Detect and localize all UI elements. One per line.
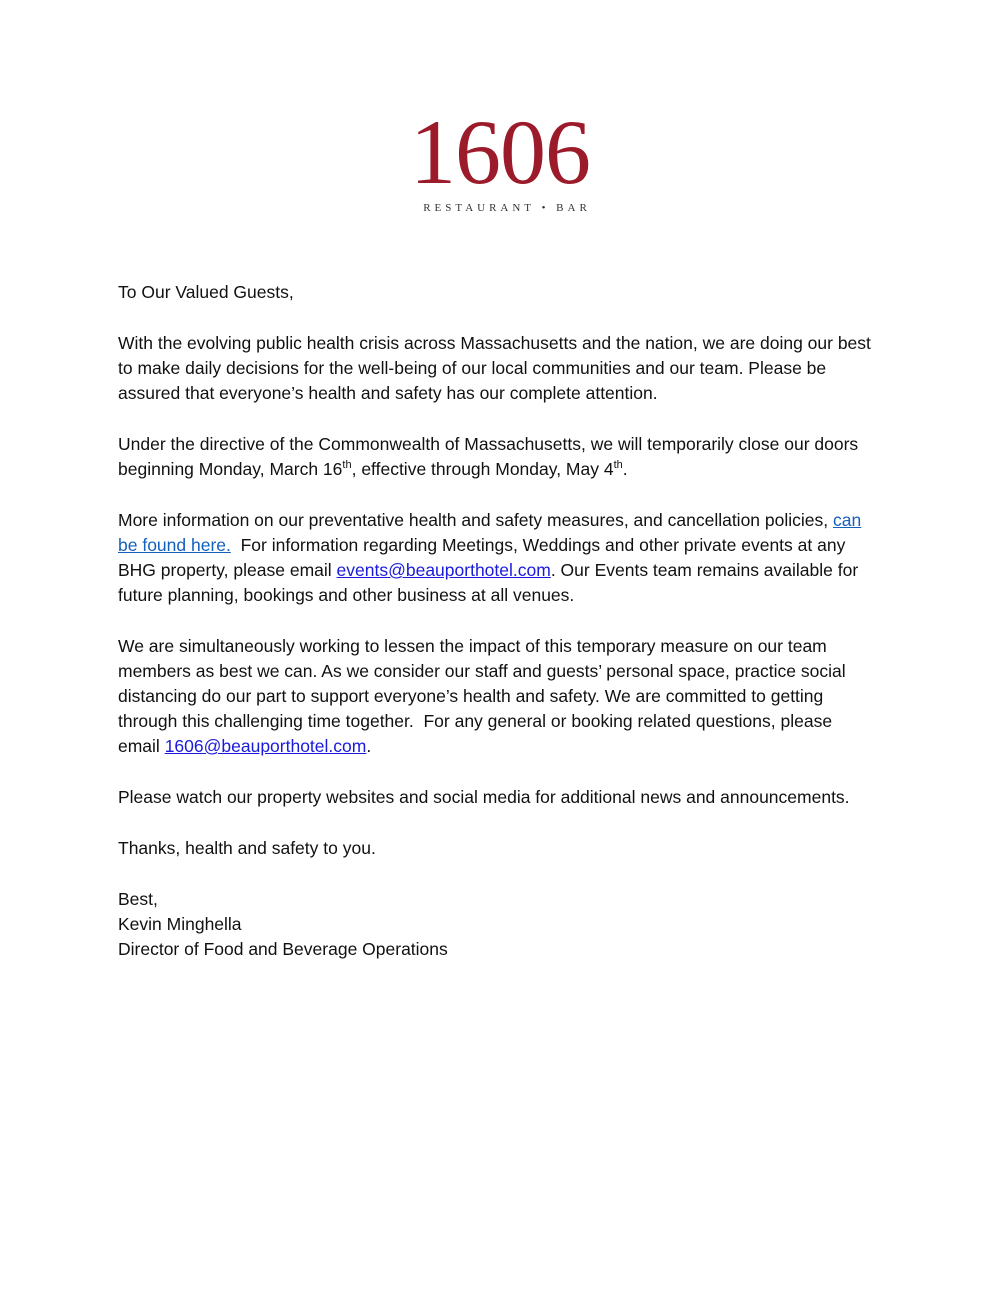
more-info-text-start: More information on our preventative health and safety measures, and cancellation policies,	[118, 510, 833, 530]
restaurant-logo	[0, 101, 1000, 214]
paragraph-more-info	[118, 508, 878, 608]
closure-text-end: .	[622, 459, 628, 479]
paragraph-watch-websites: Please watch our property websites and social media for additional news and announcements.	[118, 787, 850, 807]
more-info-text-middle: For information regarding Meetings, Weddings and other private events at any BHG property, please email	[118, 535, 851, 580]
logo-subtitle: RESTAURANT • BAR	[423, 202, 591, 214]
team-impact-text-end: .	[366, 736, 372, 756]
closure-text-start: Under the directive of the Commonwealth of Massachusetts, we will temporarily close our doors beginning Monday, March 16	[118, 434, 859, 479]
date-suffix: th	[342, 459, 352, 472]
restaurant-email-link[interactable]: 1606@beauporthotel.com	[164, 736, 367, 756]
closure-text-middle: , effective through Monday, May 4	[351, 459, 614, 479]
paragraph-health-crisis: With the evolving public health crisis across Massachusetts and the nation, we are doing our best to make daily decisions for the well-being of our local communities and our team. Please be assured that everyone’s health and safety has our complete attention.	[118, 333, 871, 403]
more-info-text-end: . Our Events team remains available for future planning, bookings and other business at all venues.	[118, 560, 859, 605]
team-impact-text: We are simultaneously working to lessen the impact of this temporary measure on our team members as best we can. As we consider our staff and guests’ personal space, practice social distancing do our part to support everyone’s health and safety. We are committed to getting through this challenging time together. For any general or booking related questions, please email	[118, 636, 851, 756]
paragraph-closure	[118, 432, 878, 482]
greeting: To Our Valued Guests,	[118, 282, 294, 302]
logo-number: 1606	[410, 101, 590, 203]
events-email-link[interactable]: events@beauporthotel.com	[336, 560, 551, 580]
paragraph-thanks: Thanks, health and safety to you.	[118, 838, 376, 858]
signer-name: Kevin Minghella	[118, 914, 242, 934]
letter-body	[118, 280, 878, 962]
signoff: Best,	[118, 889, 158, 909]
paragraph-team-impact	[118, 634, 878, 759]
policies-link[interactable]: can be found here.	[118, 510, 862, 555]
date-suffix: th	[613, 459, 623, 472]
signer-title: Director of Food and Beverage Operations	[118, 939, 448, 959]
